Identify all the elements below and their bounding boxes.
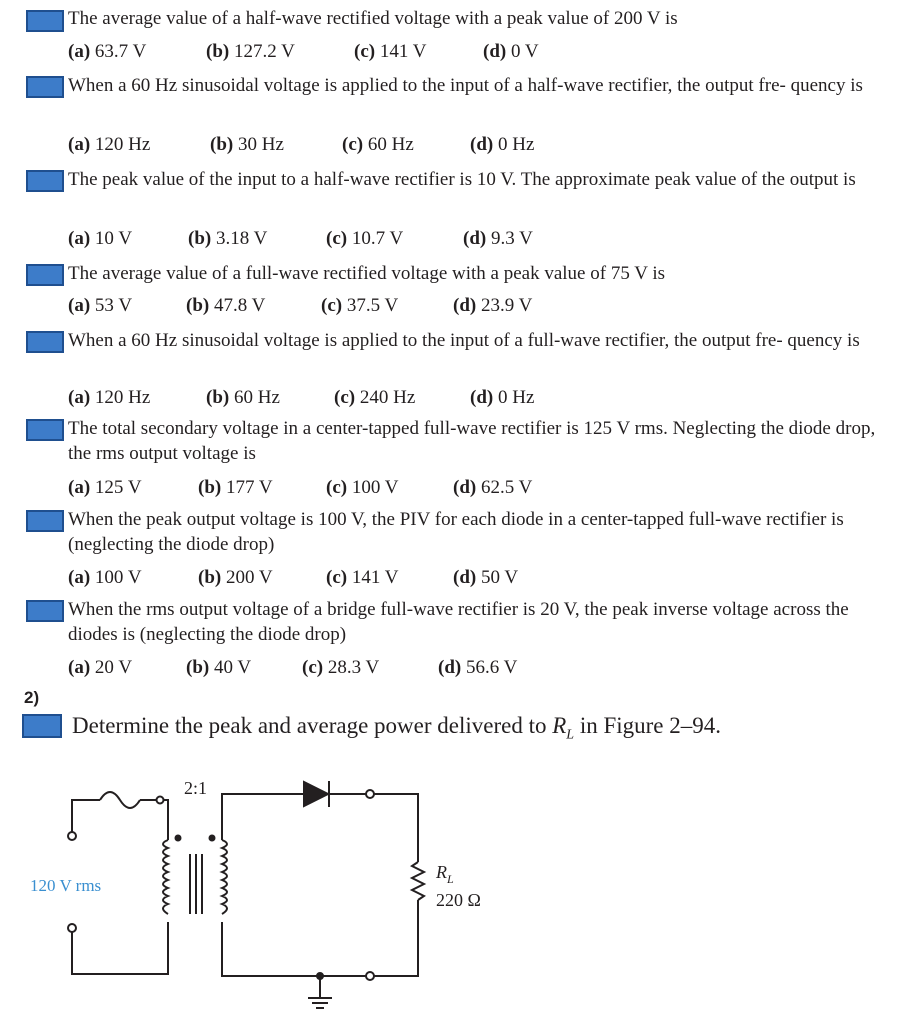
option-b[interactable]: (b) 30 Hz: [210, 134, 284, 155]
option-b[interactable]: (b) 200 V: [198, 567, 273, 588]
output-terminal-bottom: [366, 972, 374, 980]
question-stem: The peak value of the input to a half-wave rectifier is 10 V. The approximate peak value of the output is: [68, 169, 856, 190]
option-b[interactable]: (b) 60 Hz: [206, 387, 280, 408]
question-stem: The average value of a full-wave rectified voltage with a peak value of 75 V is: [68, 263, 666, 284]
circuit-diagram: [0, 744, 912, 1024]
problem-statement: Determine the peak and average power delivered to $R_L$ in Figure 2–94.: [72, 713, 722, 743]
option-b[interactable]: (b) 47.8 V: [186, 295, 266, 316]
ground-icon: [308, 998, 332, 1008]
option-c[interactable]: (c) 37.5 V: [321, 295, 399, 316]
input-terminal-top: [68, 832, 76, 840]
question-stem: When the rms output voltage of a bridge full-wave rectifier is 20 V, the peak inverse voltage across the diodes is (neglecting the diode drop): [68, 599, 849, 645]
answer-checkbox[interactable]: [22, 714, 62, 738]
polarity-dot-secondary: [209, 835, 216, 842]
option-d[interactable]: (d) 62.5 V: [453, 477, 533, 498]
option-d[interactable]: (d) 0 Hz: [470, 134, 535, 155]
option-c[interactable]: (c) 10.7 V: [326, 228, 404, 249]
polarity-dot-primary: [175, 835, 182, 842]
source-voltage-label: 120 V rms: [30, 876, 102, 895]
answer-checkbox[interactable]: [26, 600, 64, 622]
option-a[interactable]: (a) 63.7 V: [68, 41, 147, 62]
load-value-label: 220 Ω: [436, 890, 481, 910]
answer-checkbox[interactable]: [26, 419, 64, 441]
option-d[interactable]: (d) 9.3 V: [463, 228, 533, 249]
option-b[interactable]: (b) 177 V: [198, 477, 273, 498]
load-name-label: $R_L$: [436, 862, 454, 886]
option-c[interactable]: (c) 141 V: [326, 567, 399, 588]
question-stem: When a 60 Hz sinusoidal voltage is applied to the input of a half-wave rectifier, the output fre- quency is: [68, 75, 863, 96]
resistor-icon: [412, 862, 424, 900]
secondary-coil: [222, 840, 227, 914]
option-c[interactable]: (c) 141 V: [354, 41, 427, 62]
question-stem: The total secondary voltage in a center-tapped full-wave rectifier is 125 V rms. Neglecting the diode drop, the rms output voltage is: [68, 418, 876, 464]
option-c[interactable]: (c) 100 V: [326, 477, 399, 498]
section-number: 2): [24, 688, 40, 707]
option-a[interactable]: (a) 125 V: [68, 477, 142, 498]
question-stem: When a 60 Hz sinusoidal voltage is applied to the input of a full-wave rectifier, the output fre- quency is: [68, 330, 860, 351]
option-b[interactable]: (b) 127.2 V: [206, 41, 295, 62]
output-terminal-top: [366, 790, 374, 798]
option-a[interactable]: (a) 53 V: [68, 295, 133, 316]
fuse-icon: [100, 792, 140, 808]
diode-icon: [304, 782, 328, 806]
option-a[interactable]: (a) 120 Hz: [68, 134, 151, 155]
option-d[interactable]: (d) 0 Hz: [470, 387, 535, 408]
answer-checkbox[interactable]: [26, 10, 64, 32]
option-a[interactable]: (a) 20 V: [68, 657, 133, 678]
answer-checkbox[interactable]: [26, 264, 64, 286]
question-stem: The average value of a half-wave rectified voltage with a peak value of 200 V is: [68, 8, 678, 29]
option-a[interactable]: (a) 10 V: [68, 228, 133, 249]
option-d[interactable]: (d) 50 V: [453, 567, 519, 588]
option-c[interactable]: (c) 240 Hz: [334, 387, 416, 408]
answer-checkbox[interactable]: [26, 170, 64, 192]
answer-checkbox[interactable]: [26, 510, 64, 532]
answer-checkbox[interactable]: [26, 76, 64, 98]
option-d[interactable]: (d) 56.6 V: [438, 657, 518, 678]
primary-coil: [163, 840, 168, 914]
option-c[interactable]: (c) 60 Hz: [342, 134, 414, 155]
turns-ratio-label: 2:1: [184, 778, 208, 798]
circuit-wires: [68, 781, 424, 1008]
option-b[interactable]: (b) 40 V: [186, 657, 252, 678]
option-d[interactable]: (d) 23.9 V: [453, 295, 533, 316]
option-a[interactable]: (a) 100 V: [68, 567, 142, 588]
answer-checkbox[interactable]: [26, 331, 64, 353]
question-stem: When the peak output voltage is 100 V, the PIV for each diode in a center-tapped full-wave rectifier is (neglecting the diode drop): [68, 509, 844, 555]
option-b[interactable]: (b) 3.18 V: [188, 228, 268, 249]
option-c[interactable]: (c) 28.3 V: [302, 657, 380, 678]
option-a[interactable]: (a) 120 Hz: [68, 387, 151, 408]
input-terminal-bottom: [68, 924, 76, 932]
option-d[interactable]: (d) 0 V: [483, 41, 539, 62]
